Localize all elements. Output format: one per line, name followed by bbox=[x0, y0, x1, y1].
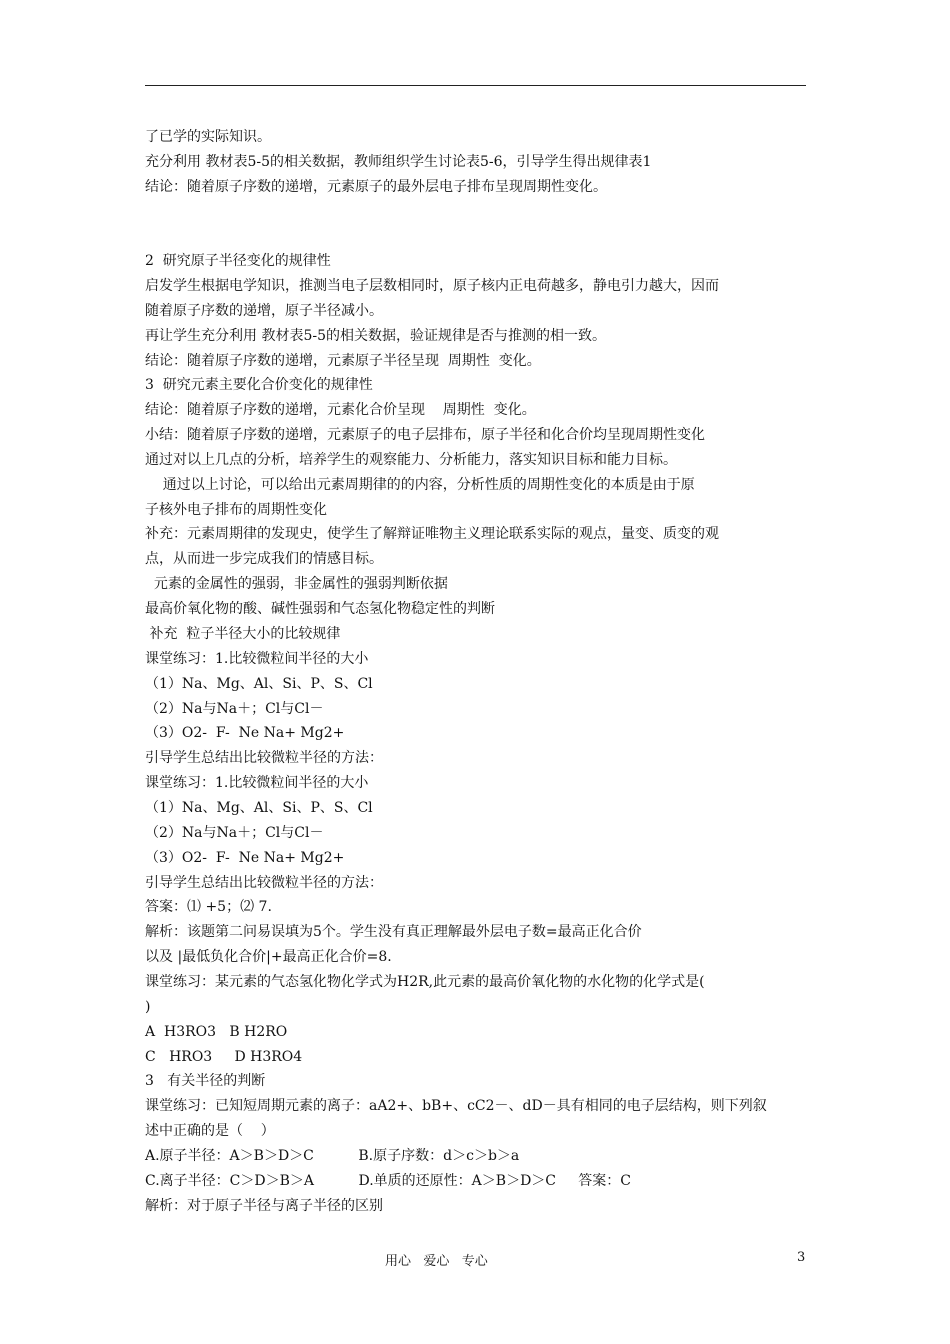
text-line: 述中正确的是（ ） bbox=[145, 1123, 275, 1139]
text-line: 点，从而进一步完成我们的情感目标。 bbox=[145, 551, 383, 567]
text-line: 解析：该题第二问易误填为5个。学生没有真正理解最外层电子数=最高正化合价 bbox=[145, 924, 642, 940]
text-line: 补充 粒子半径大小的比较规律 bbox=[145, 626, 341, 642]
text-line: 元素的金属性的强弱，非金属性的强弱判断依据 bbox=[145, 576, 448, 592]
text-line: 再让学生充分利用 教材表5-5的相关数据，验证规律是否与推测的相一致。 bbox=[145, 328, 606, 344]
text-line: 课堂练习：某元素的气态氢化物化学式为H2R,此元素的最高价氧化物的水化物的化学式是( bbox=[145, 974, 705, 990]
text-line: （3）O2- F- Ne Na+ Mg2+ bbox=[145, 850, 345, 866]
text-line: 引导学生总结出比较微粒半径的方法： bbox=[145, 875, 383, 891]
text-line: 通过以上讨论，可以给出元素周期律的的内容，分析性质的周期性变化的本质是由于原 bbox=[145, 477, 695, 493]
answer-option-line: C HRO3 D H3RO4 bbox=[145, 1049, 303, 1065]
text-line: 结论：随着原子序数的递增，元素原子的最外层电子排布呈现周期性变化。 bbox=[145, 179, 607, 195]
section-heading: 3 研究元素主要化合价变化的规律性 bbox=[145, 377, 373, 393]
text-line: 结论：随着原子序数的递增，元素化合价呈现 周期性 变化。 bbox=[145, 402, 536, 418]
text-line: 最高价氧化物的酸、碱性强弱和气态氢化物稳定性的判断 bbox=[145, 601, 495, 617]
text-line: 随着原子序数的递增，原子半径减小。 bbox=[145, 303, 383, 319]
header-rule bbox=[145, 85, 806, 86]
text-line: 以及 |最低负化合价|+最高正化合价=8. bbox=[145, 949, 392, 965]
text-line: （2）Na与Na＋；Cl与Cl－ bbox=[145, 701, 324, 717]
text-line: 充分利用 教材表5-5的相关数据，教师组织学生讨论表5-6，引导学生得出规律表1 bbox=[145, 154, 652, 170]
text-line: ) bbox=[145, 999, 151, 1015]
text-line: 子核外电子排布的周期性变化 bbox=[145, 502, 327, 518]
text-line: 通过对以上几点的分析，培养学生的观察能力、分析能力，落实知识目标和能力目标。 bbox=[145, 452, 677, 468]
section-heading: 2 研究原子半径变化的规律性 bbox=[145, 253, 331, 269]
footer-motto: 用心 爱心 专心 bbox=[385, 1254, 488, 1269]
text-line: 小结：随着原子序数的递增，元素原子的电子层排布，原子半径和化合价均呈现周期性变化 bbox=[145, 427, 705, 443]
text-line: （1）Na、Mg、Al、Si、P、S、Cl bbox=[145, 800, 373, 816]
section-heading: 3 有关半径的判断 bbox=[145, 1073, 266, 1089]
text-line: 了已学的实际知识。 bbox=[145, 129, 271, 145]
answer-option-line: C.离子半径：C＞D＞B＞A D.单质的还原性：A＞B＞D＞C 答案：C bbox=[145, 1173, 631, 1189]
page-number: 3 bbox=[797, 1250, 806, 1265]
text-line: （2）Na与Na＋；Cl与Cl－ bbox=[145, 825, 324, 841]
text-line: 启发学生根据电学知识，推测当电子层数相同时，原子核内正电荷越多，静电引力越大，因而 bbox=[145, 278, 719, 294]
text-line: （1）Na、Mg、Al、Si、P、S、Cl bbox=[145, 676, 373, 692]
text-line: 课堂练习：1.比较微粒间半径的大小 bbox=[145, 651, 369, 667]
text-line: 答案：⑴ +5；⑵ 7. bbox=[145, 899, 272, 915]
text-line: 解析：对于原子半径与离子半径的区别 bbox=[145, 1198, 383, 1214]
text-line: 补充：元素周期律的发现史，使学生了解辩证唯物主义理论联系实际的观点，量变、质变的观 bbox=[145, 526, 719, 542]
text-line: 引导学生总结出比较微粒半径的方法： bbox=[145, 750, 383, 766]
answer-option-line: A.原子半径：A＞B＞D＞C B.原子序数：d＞c＞b＞a bbox=[145, 1148, 520, 1164]
answer-option-line: A H3RO3 B H2RO bbox=[145, 1024, 288, 1040]
text-line: 课堂练习：1.比较微粒间半径的大小 bbox=[145, 775, 369, 791]
text-line: 课堂练习：已知短周期元素的离子：aA2+、bB+、cC2－、dD－具有相同的电子层结构，则下列叙 bbox=[145, 1098, 767, 1114]
text-line: （3）O2- F- Ne Na+ Mg2+ bbox=[145, 725, 345, 741]
text-line: 结论：随着原子序数的递增，元素原子半径呈现 周期性 变化。 bbox=[145, 353, 541, 369]
